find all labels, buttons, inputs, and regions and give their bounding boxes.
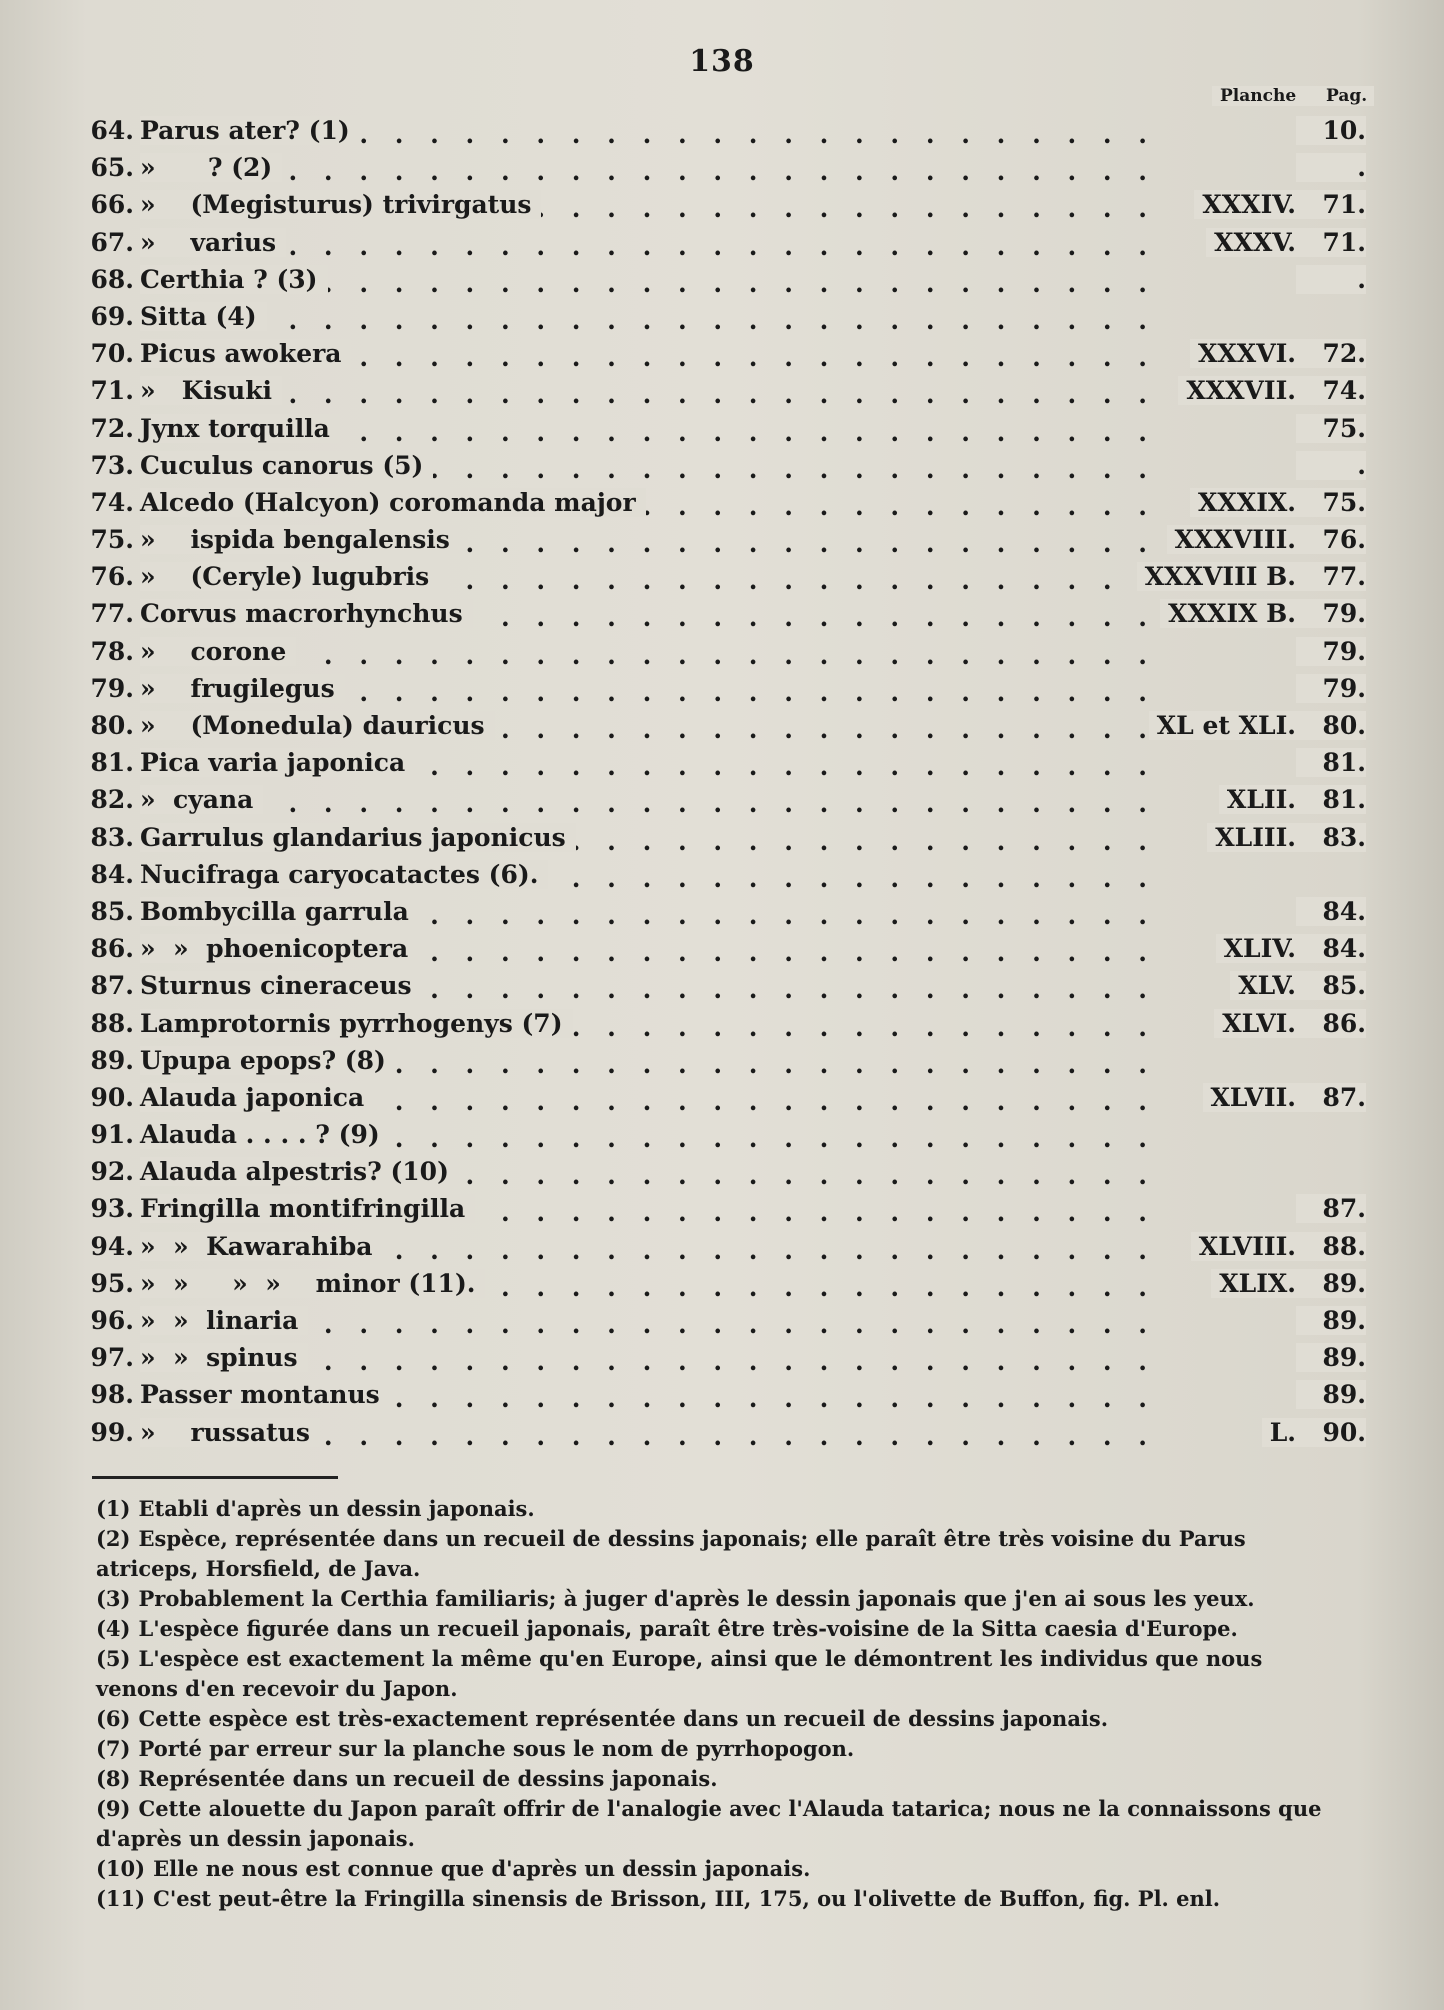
list-item [76, 967, 1366, 1004]
footnote-mark: (10) [96, 1856, 146, 1881]
species-name: Fringilla montifringilla [140, 1194, 475, 1223]
list-item [76, 1376, 1366, 1413]
page-reference: 84. [1296, 934, 1366, 963]
list-item [76, 1228, 1366, 1265]
species-name: Passer montanus [140, 1380, 390, 1409]
page-reference: 75. [1296, 488, 1366, 517]
list-item [76, 1005, 1366, 1042]
page-reference: . [1296, 153, 1366, 182]
list-item [76, 856, 1366, 893]
page-reference: 80. [1296, 711, 1366, 740]
footnote-rule [92, 1476, 338, 1479]
entry-number: 95. [90, 1268, 134, 1298]
list-item [76, 1116, 1366, 1153]
list-item [76, 112, 1366, 149]
list-item [76, 484, 1366, 521]
entry-number: 76. [90, 562, 134, 592]
plate-number: XLIII. [1207, 823, 1296, 852]
entry-number: 84. [90, 859, 134, 889]
entry-number: 66. [90, 190, 134, 220]
species-name: Nucifraga caryocatactes (6). [140, 860, 548, 889]
species-name: » ? (2) [140, 153, 282, 182]
list-item [76, 521, 1366, 558]
footnotes [96, 1494, 1350, 1914]
plate-number: XLVII. [1203, 1083, 1297, 1112]
page-reference: 81. [1296, 785, 1366, 814]
footnote [96, 1794, 1350, 1854]
species-name: » » spinus [140, 1343, 308, 1372]
species-name: » » Kawarahiba [140, 1232, 382, 1261]
species-name: Alauda japonica [140, 1083, 374, 1112]
plate-number: XXXVIII B. [1137, 562, 1296, 591]
entry-number: 97. [90, 1343, 134, 1373]
list-item [76, 335, 1366, 372]
plate-number: XXXIX B. [1160, 599, 1296, 628]
entry-number: 69. [90, 301, 134, 331]
species-name: Certhia ? (3) [140, 265, 328, 294]
entry-number: 90. [90, 1082, 134, 1112]
dot-leader [140, 153, 1366, 190]
dot-leader [140, 1343, 1366, 1380]
page-reference: 79. [1296, 637, 1366, 666]
entry-number: 67. [90, 227, 134, 257]
footnote-text: L'espèce figurée dans un recueil japonais, paraît être très-voisine de la Sitta caesia d'Europe. [138, 1616, 1238, 1641]
species-name: » corone [140, 637, 296, 666]
entry-number: 78. [90, 636, 134, 666]
page-reference: 81. [1296, 748, 1366, 777]
species-name: » ispida bengalensis [140, 525, 460, 554]
footnote-text: Représentée dans un recueil de dessins japonais. [138, 1766, 718, 1791]
column-header-planche: Planche [1212, 86, 1374, 106]
entry-number: 89. [90, 1045, 134, 1075]
footnote [96, 1614, 1350, 1644]
list-item [76, 633, 1366, 670]
entry-number: 83. [90, 822, 134, 852]
species-name: Cuculus canorus (5) [140, 451, 433, 480]
species-name: » (Megisturus) trivirgatus [140, 190, 541, 219]
page-reference: . [1296, 265, 1366, 294]
entry-number: 72. [90, 413, 134, 443]
footnote [96, 1704, 1350, 1734]
species-name: Alauda alpestris? (10) [140, 1157, 459, 1186]
entry-number: 77. [90, 599, 134, 629]
footnote-mark: (11) [96, 1886, 146, 1911]
entry-number: 80. [90, 711, 134, 740]
list-item [76, 1414, 1366, 1451]
page-reference: 74. [1296, 376, 1366, 405]
entry-number: 70. [90, 339, 134, 369]
list-item [76, 1265, 1366, 1302]
footnote [96, 1884, 1350, 1914]
list-item [76, 372, 1366, 409]
species-name: » (Ceryle) lugubris [140, 562, 439, 591]
page-reference: 77. [1296, 562, 1366, 591]
species-name: Sturnus cineraceus [140, 971, 422, 1000]
species-name: » cyana [140, 785, 263, 814]
plate-number: XLIX. [1211, 1269, 1296, 1298]
page-reference: . [1296, 451, 1366, 480]
page-reference: 89. [1296, 1306, 1366, 1335]
list-item [76, 670, 1366, 707]
plate-number: XLVIII. [1191, 1232, 1296, 1261]
species-name: » » » » minor (11). [140, 1269, 485, 1298]
entry-number: 86. [90, 934, 134, 964]
plate-number: L. [1262, 1418, 1296, 1447]
entry-number: 98. [90, 1380, 134, 1410]
dot-leader [140, 1418, 1366, 1455]
species-name: Upupa epops? (8) [140, 1046, 396, 1075]
page-reference: 89. [1296, 1269, 1366, 1298]
footnote-mark: (3) [96, 1586, 131, 1611]
plate-number: XXXV. [1206, 228, 1296, 257]
entry-number: 96. [90, 1306, 134, 1335]
column-header-pag: Pag. [1326, 86, 1368, 106]
dot-leader [140, 302, 1366, 339]
list-item [76, 1302, 1366, 1339]
list-item [76, 149, 1366, 186]
dot-leader [140, 637, 1366, 674]
page-reference: 89. [1296, 1343, 1366, 1372]
plate-number: XXXIX. [1190, 488, 1296, 517]
species-name: Bombycilla garrula [140, 897, 419, 926]
list-item [76, 1190, 1366, 1227]
species-name: » frugilegus [140, 674, 345, 703]
list-item [76, 781, 1366, 818]
species-name: » » linaria [140, 1306, 308, 1335]
entry-number: 85. [90, 896, 134, 926]
species-name: » Kisuki [140, 376, 282, 405]
footnote-mark: (6) [96, 1706, 131, 1731]
list-item [76, 595, 1366, 632]
entry-number: 68. [90, 264, 134, 294]
entry-number: 92. [90, 1157, 134, 1187]
page-number: 138 [689, 44, 755, 79]
entry-number: 99. [90, 1417, 134, 1447]
list-item [76, 819, 1366, 856]
footnote-text: Probablement la Certhia familiaris; à juger d'après le dessin japonais que j'en ai sous les yeux. [138, 1586, 1255, 1611]
species-name: » varius [140, 228, 286, 257]
species-name: Lamprotornis pyrrhogenys (7) [140, 1009, 573, 1038]
page-reference: 85. [1296, 971, 1366, 1000]
footnote-mark: (4) [96, 1616, 131, 1641]
footnote-text: Etabli d'après un dessin japonais. [138, 1496, 535, 1521]
plate-number: XLII. [1219, 785, 1296, 814]
page-reference: 87. [1296, 1194, 1366, 1223]
list-item [76, 707, 1366, 744]
footnote [96, 1734, 1350, 1764]
page-reference: 90. [1296, 1418, 1366, 1447]
footnote [96, 1524, 1350, 1584]
footnote-text: C'est peut-être la Fringilla sinensis de Brisson, III, 175, ou l'olivette de Buffon, fig. Pl. enl. [153, 1886, 1221, 1911]
plate-number: XLV. [1230, 971, 1296, 1000]
species-name: Pica varia japonica [140, 748, 415, 777]
list-item [76, 1042, 1366, 1079]
footnote-text: Porté par erreur sur la planche sous le nom de pyrrhopogon. [138, 1736, 855, 1761]
species-name: » (Monedula) dauricus [140, 711, 495, 740]
footnote-mark: (1) [96, 1496, 131, 1521]
footnote-mark: (9) [96, 1796, 131, 1821]
species-name: Alcedo (Halcyon) coromanda major [140, 488, 646, 517]
page-reference: 83. [1296, 823, 1366, 852]
footnote [96, 1584, 1350, 1614]
species-list [76, 112, 1366, 1451]
footnote [96, 1854, 1350, 1884]
plate-number: XXXVIII. [1167, 525, 1296, 554]
species-name: » russatus [140, 1418, 320, 1447]
page-reference: 89. [1296, 1380, 1366, 1409]
page-reference: 10. [1296, 116, 1366, 145]
dot-leader [140, 1306, 1366, 1343]
page-reference: 87. [1296, 1083, 1366, 1112]
entry-number: 71. [90, 376, 134, 406]
page-reference: 88. [1296, 1232, 1366, 1261]
entry-number: 65. [90, 153, 134, 183]
page-reference: 72. [1296, 339, 1366, 368]
list-item [76, 261, 1366, 298]
list-item [76, 893, 1366, 930]
footnote-mark: (5) [96, 1646, 131, 1671]
species-name: Alauda . . . . ? (9) [140, 1120, 390, 1149]
page-reference: 79. [1296, 599, 1366, 628]
plate-number: XLVI. [1214, 1009, 1296, 1038]
page-reference: 79. [1296, 674, 1366, 703]
plate-number: XLIV. [1216, 934, 1296, 963]
page-reference: 75. [1296, 414, 1366, 443]
list-item [76, 447, 1366, 484]
footnote-mark: (8) [96, 1766, 131, 1791]
page-reference: 84. [1296, 897, 1366, 926]
entry-number: 91. [90, 1120, 134, 1150]
species-name: Parus ater? (1) [140, 116, 360, 145]
entry-number: 79. [90, 673, 134, 703]
footnote-mark: (2) [96, 1526, 131, 1551]
entry-number: 64. [90, 116, 134, 145]
entry-number: 88. [90, 1008, 134, 1038]
list-item [76, 1079, 1366, 1116]
species-name: Garrulus glandarius japonicus [140, 823, 576, 852]
footnote [96, 1494, 1350, 1524]
list-item [76, 558, 1366, 595]
page-reference: 86. [1296, 1009, 1366, 1038]
plate-number: XXXVII. [1178, 376, 1296, 405]
list-item [76, 1153, 1366, 1190]
list-item [76, 224, 1366, 261]
page-reference: 71. [1296, 228, 1366, 257]
plate-number: XXXIV. [1194, 190, 1296, 219]
footnote [96, 1764, 1350, 1794]
footnote [96, 1644, 1350, 1704]
entry-number: 81. [90, 748, 134, 778]
footnote-text: L'espèce est exactement la même qu'en Europe, ainsi que le démontrent les individus que nous venons d'en recevoir du Japon. [96, 1646, 1263, 1701]
list-item [76, 744, 1366, 781]
page-reference: 71. [1296, 190, 1366, 219]
dot-leader [140, 228, 1366, 265]
footnote-text: Elle ne nous est connue que d'après un dessin japonais. [153, 1856, 811, 1881]
page-reference: 76. [1296, 525, 1366, 554]
species-name: Jynx torquilla [140, 414, 340, 443]
species-name: Picus awokera [140, 339, 351, 368]
list-item [76, 930, 1366, 967]
species-name: » » phoenicoptera [140, 934, 418, 963]
dot-leader [140, 785, 1366, 822]
plate-number: XL et XLI. [1149, 711, 1296, 740]
entry-number: 75. [90, 525, 134, 555]
footnote-text: Cette alouette du Japon paraît offrir de l'analogie avec l'Alauda tatarica; nous ne la connaissons que d'après un dessin japonais. [96, 1796, 1322, 1851]
species-name: Sitta (4) [140, 302, 267, 331]
list-item [76, 1339, 1366, 1376]
entry-number: 74. [90, 487, 134, 517]
footnote-text: Cette espèce est très-exactement représentée dans un recueil de dessins japonais. [138, 1706, 1109, 1731]
list-item [76, 186, 1366, 223]
plate-number: XXXVI. [1190, 339, 1296, 368]
entry-number: 87. [90, 971, 134, 1001]
entry-number: 93. [90, 1194, 134, 1224]
entry-number: 73. [90, 450, 134, 480]
entry-number: 94. [90, 1231, 134, 1261]
footnote-mark: (7) [96, 1736, 131, 1761]
list-item [76, 410, 1366, 447]
entry-number: 82. [90, 785, 134, 815]
list-item [76, 298, 1366, 335]
species-name: Corvus macrorhynchus [140, 599, 473, 628]
footnote-text: Espèce, représentée dans un recueil de dessins japonais; elle paraît être très voisine du Parus atriceps, Horsfield, de Java. [96, 1526, 1246, 1581]
